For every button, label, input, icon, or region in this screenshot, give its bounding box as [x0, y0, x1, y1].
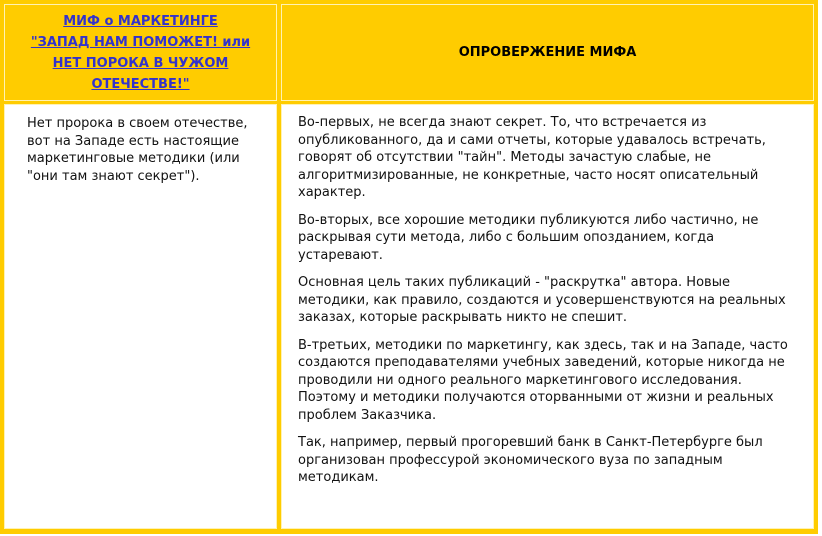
refutation-body-cell [281, 104, 814, 529]
myth-body-cell [4, 104, 277, 529]
refutation-paragraph-1: Во-первых, не всегда знают секрет. То, что встречается из опубликованного, да и сами отчеты, которые удавалось встречать, говорят об отсутствии "тайн". Методы зачастую слабые, не алгоритмизированные, не конкретные, часто носят описательный характер. [298, 115, 766, 200]
myth-header-cell [4, 4, 277, 101]
myth-title-link[interactable] [31, 11, 250, 95]
refutation-paragraph-4: В-третьих, методики по маркетингу, как здесь, так и на Западе, часто создаются преподавателями учебных заведений, которые никогда не проводили ни одного реального маркетингового исследования. Поэтому и методики получаются оторванными от жизни и реальных проблем Заказчика. [298, 337, 788, 423]
refutation-title: ОПРОВЕРЖЕНИЕ МИФА [458, 45, 637, 60]
myth-title-line-3: НЕТ ПОРОКА В ЧУЖОМ [52, 55, 229, 71]
refutation-header-cell [281, 4, 814, 101]
myth-text: Нет пророка в своем отечестве, вот на Западе есть настоящие маркетинговые методики (или "они там знают секрет"). [27, 116, 248, 184]
refutation-paragraph-2: Во-вторых, все хорошие методики публикуются либо частично, не раскрывая сути метода, либо с большим опозданием, когда устаревают. [298, 212, 759, 263]
refutation-paragraph-5: Так, например, первый прогоревший банк в Санкт-Петербурге был организован профессурой экономического вуза по западным методикам. [298, 435, 763, 485]
myth-title-line-1: МИФ о МАРКЕТИНГЕ [63, 13, 218, 29]
myth-title-line-2: "ЗАПАД НАМ ПОМОЖЕТ! или [30, 34, 251, 50]
refutation-paragraph-3: Основная цель таких публикаций - "раскрутка" автора. Новые методики, как правило, создаются и усовершенствуются на реальных заказах, которые раскрывать никто не спешит. [298, 275, 786, 325]
myth-title-line-4: ОТЕЧЕСТВЕ!" [91, 76, 190, 92]
